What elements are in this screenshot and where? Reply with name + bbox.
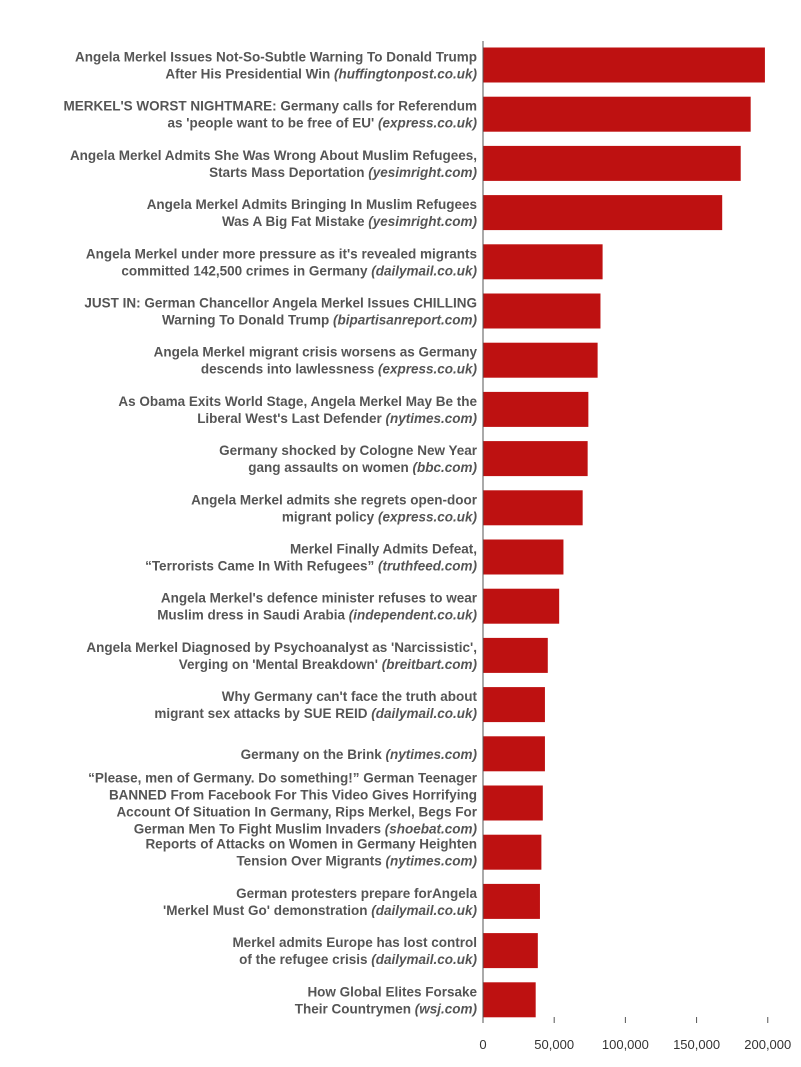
bar-20	[483, 982, 536, 1017]
source-text: (nytimes.com)	[385, 853, 477, 869]
category-label-19-line-1	[232, 935, 477, 950]
bar-15	[483, 736, 545, 771]
category-label-7-line-1	[154, 345, 478, 360]
headline-text: Starts Mass Deportation	[209, 164, 369, 180]
category-labels-group	[63, 50, 477, 1017]
headline-text: Angela Merkel migrant crisis worsens as Germany	[153, 344, 477, 360]
source-text: (independent.co.uk)	[348, 607, 477, 623]
category-label-20-line-2	[295, 1001, 478, 1016]
category-label-16-line-3	[116, 805, 477, 820]
headline-text: Angela Merkel admits she regrets open-door	[191, 492, 477, 508]
category-label-18-line-2	[163, 903, 477, 918]
headline-text: Tension Over Migrants	[236, 853, 386, 869]
category-label-8-line-2	[197, 411, 477, 426]
category-label-4-line-2	[222, 214, 478, 229]
category-label-10-line-2	[282, 509, 478, 524]
source-text: (huffingtonpost.co.uk)	[334, 66, 477, 82]
category-label-19-line-2	[239, 952, 477, 967]
headline-text: Why Germany can't face the truth about	[221, 689, 477, 705]
bar-13	[483, 638, 548, 673]
source-text: (dailymail.co.uk)	[371, 952, 477, 968]
category-label-12-line-2	[157, 608, 477, 623]
category-label-5-line-1	[86, 246, 477, 261]
category-label-1-line-2	[165, 67, 477, 82]
headline-text: Angela Merkel Issues Not-So-Subtle Warning To Donald Trump	[74, 49, 477, 65]
headline-text: Angela Merkel Admits She Was Wrong About Muslim Refugees,	[69, 147, 477, 163]
category-label-17-line-1	[145, 837, 477, 852]
headline-text: Their Countrymen	[294, 1001, 415, 1017]
bar-6	[483, 294, 600, 329]
headline-text: How Global Elites Forsake	[307, 984, 477, 1000]
headline-text: as 'people want to be free of EU'	[167, 115, 378, 131]
bar-19	[483, 933, 538, 968]
headline-text: Angela Merkel Diagnosed by Psychoanalyst as 'Narcissistic',	[86, 639, 477, 655]
headline-text: Angela Merkel under more pressure as it's revealed migrants	[85, 246, 477, 262]
headline-text: Merkel Finally Admits Defeat,	[289, 541, 477, 557]
source-text: (express.co.uk)	[377, 509, 477, 525]
source-text: (nytimes.com)	[385, 410, 477, 426]
bar-14	[483, 687, 545, 722]
bar-7	[483, 343, 598, 378]
bar-8	[483, 392, 588, 427]
x-tick-label-5: 200,000	[744, 1037, 792, 1052]
bar-11	[483, 540, 563, 575]
headline-text: gang assaults on women	[248, 460, 413, 476]
source-text: (wsj.com)	[414, 1001, 477, 1017]
bar-12	[483, 589, 559, 624]
source-text: (express.co.uk)	[377, 115, 477, 131]
bar-18	[483, 884, 540, 919]
x-tick-label-3: 100,000	[601, 1037, 649, 1052]
headline-text: committed 142,500 crimes in Germany	[121, 263, 372, 279]
headline-text: Verging on 'Mental Breakdown'	[178, 656, 382, 672]
category-label-6-line-1	[84, 296, 477, 311]
headline-text: MERKEL'S WORST NIGHTMARE: Germany calls for Referendum	[63, 98, 477, 114]
category-label-13-line-2	[179, 657, 478, 672]
headline-text: Angela Merkel's defence minister refuses to wear	[160, 590, 477, 606]
source-text: (dailymail.co.uk)	[371, 706, 477, 722]
source-text: (express.co.uk)	[377, 361, 477, 377]
headline-text: of the refugee crisis	[239, 952, 372, 968]
source-text: (bbc.com)	[412, 460, 477, 476]
category-label-12-line-1	[161, 591, 478, 606]
headline-text: migrant sex attacks by SUE REID	[154, 706, 372, 722]
category-label-20-line-1	[307, 984, 477, 999]
category-label-7-line-2	[201, 362, 478, 377]
bar-16	[483, 786, 543, 821]
category-label-15-line-1	[241, 747, 478, 762]
category-label-4-line-1	[147, 197, 477, 212]
category-label-1-line-1	[75, 50, 477, 65]
source-text: (bipartisanreport.com)	[332, 312, 477, 328]
headline-text: JUST IN: German Chancellor Angela Merkel Issues CHILLING	[84, 295, 477, 311]
bar-5	[483, 244, 603, 279]
category-label-11-line-2	[145, 559, 477, 574]
source-text: (shoebat.com)	[384, 821, 477, 837]
headline-text: “Please, men of Germany. Do something!” German Teenager	[88, 770, 477, 786]
category-label-3-line-2	[209, 165, 477, 180]
headline-text: Merkel admits Europe has lost control	[232, 935, 477, 951]
category-label-16-line-1	[88, 771, 478, 786]
source-text: (dailymail.co.uk)	[371, 902, 477, 918]
headline-text: BANNED From Facebook For This Video Gives Horrifying	[108, 787, 477, 803]
category-label-3-line-1	[70, 148, 477, 163]
category-label-6-line-2	[162, 313, 478, 328]
x-tick-label-2: 50,000	[534, 1037, 575, 1052]
category-label-2-line-2	[167, 116, 477, 131]
headline-text: Reports of Attacks on Women in Germany Heighten	[145, 836, 477, 852]
category-label-11-line-1	[290, 542, 477, 557]
source-text: (truthfeed.com)	[378, 558, 477, 574]
category-label-17-line-2	[236, 854, 477, 869]
category-label-5-line-2	[121, 263, 477, 278]
category-label-14-line-1	[222, 689, 478, 704]
headline-text: After His Presidential Win	[165, 66, 335, 82]
bar-9	[483, 441, 588, 476]
headline-text: As Obama Exits World Stage, Angela Merkel May Be the	[118, 393, 477, 409]
x-axis-ticks-group	[479, 1017, 791, 1052]
category-label-16-line-4	[134, 822, 478, 837]
category-label-18-line-1	[236, 886, 477, 901]
headline-text: Account Of Situation In Germany, Rips Merkel, Begs For	[116, 804, 477, 820]
headline-text: German protesters prepare forAngela	[236, 885, 477, 901]
category-label-9-line-1	[219, 443, 478, 458]
bars-group	[483, 48, 765, 1018]
category-label-10-line-1	[191, 492, 478, 507]
headline-text: Angela Merkel Admits Bringing In Muslim Refugees	[146, 197, 477, 213]
source-text: (dailymail.co.uk)	[371, 263, 477, 279]
source-text: (nytimes.com)	[385, 746, 477, 762]
category-label-13-line-1	[86, 640, 477, 655]
category-label-8-line-1	[118, 394, 477, 409]
source-text: (yesimright.com)	[368, 214, 477, 230]
bar-3	[483, 146, 741, 181]
bar-1	[483, 48, 765, 83]
headline-text: Germany shocked by Cologne New Year	[219, 443, 477, 459]
headline-text: 'Merkel Must Go' demonstration	[163, 902, 372, 918]
bar-17	[483, 835, 541, 870]
headline-text: Liberal West's Last Defender	[197, 410, 386, 426]
headline-text: descends into lawlessness	[200, 361, 378, 377]
headline-text: “Terrorists Came In With Refugees”	[145, 558, 378, 574]
category-label-2-line-1	[63, 99, 477, 114]
bar-4	[483, 195, 722, 230]
category-label-9-line-2	[248, 460, 477, 475]
bar-10	[483, 490, 583, 525]
headline-text: Germany on the Brink	[240, 746, 386, 762]
headline-text: migrant policy	[281, 509, 378, 525]
headline-text: Warning To Donald Trump	[161, 312, 333, 328]
headline-text: Was A Big Fat Mistake	[221, 214, 369, 230]
category-label-14-line-2	[154, 706, 477, 721]
source-text: (yesimright.com)	[368, 164, 477, 180]
source-text: (breitbart.com)	[381, 656, 477, 672]
headline-text: German Men To Fight Muslim Invaders	[133, 821, 385, 837]
bar-2	[483, 97, 751, 132]
headline-text: Muslim dress in Saudi Arabia	[157, 607, 349, 623]
x-tick-label-1: 0	[479, 1037, 487, 1052]
category-label-16-line-2	[109, 788, 477, 803]
x-tick-label-4: 150,000	[673, 1037, 721, 1052]
